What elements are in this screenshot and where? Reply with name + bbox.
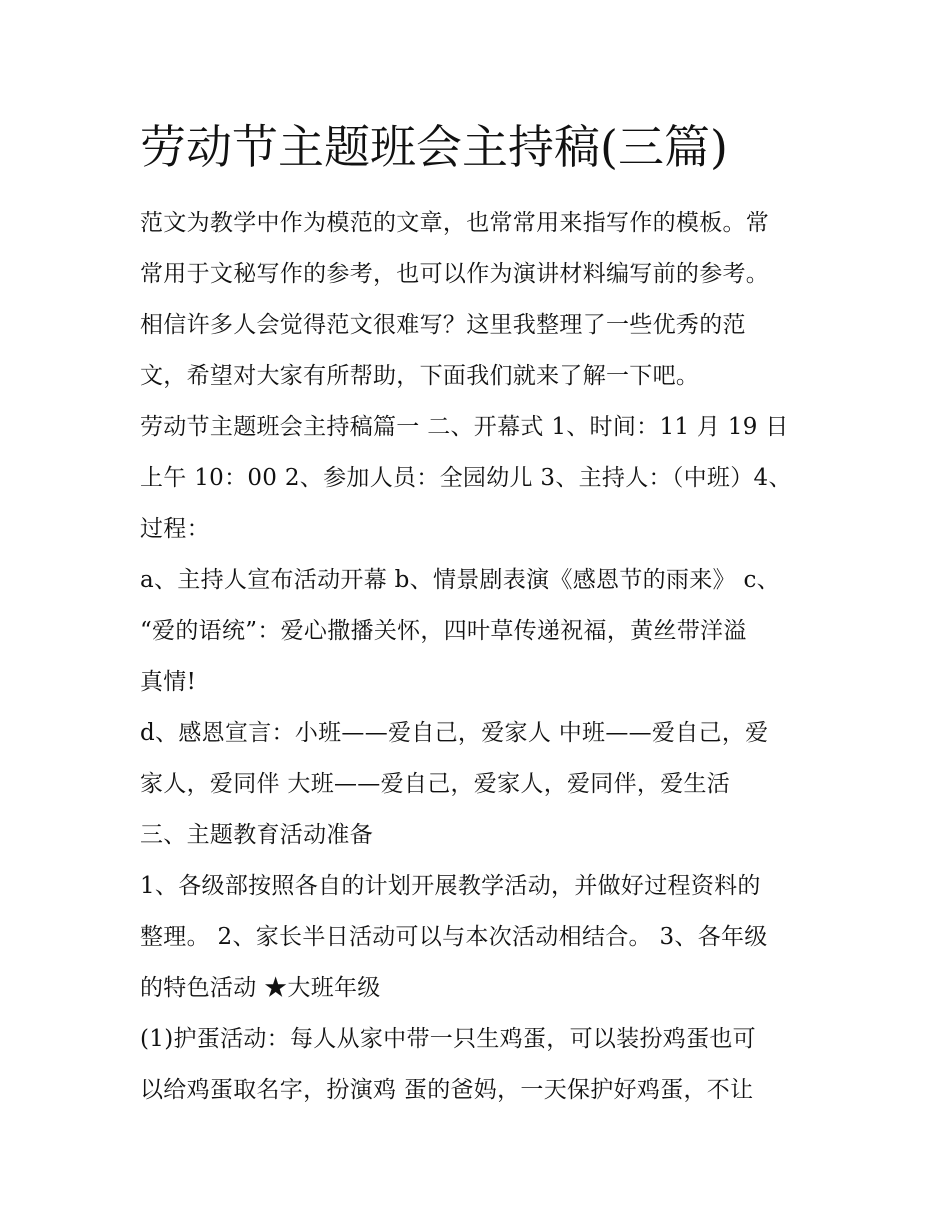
text-line: 真情! bbox=[140, 669, 197, 695]
text-line: 范文为教学中作为模范的文章，也常常用来指写作的模板。常 bbox=[140, 210, 770, 236]
text-line: (1)护蛋活动：每人从家中带一只生鸡蛋，可以装扮鸡蛋也可 bbox=[140, 1026, 756, 1052]
document-title: 劳动节主题班会主持稿(三篇) bbox=[140, 120, 728, 174]
document-body bbox=[140, 200, 820, 1118]
text-line: 文，希望对大家有所帮助，下面我们就来了解一下吧。 bbox=[140, 363, 700, 389]
text-line: 三、主题教育活动准备 bbox=[140, 822, 373, 848]
text-line: 上午 10：00 2、参加人员：全园幼儿 3、主持人：（中班）4、 bbox=[140, 465, 792, 491]
text-line: d、感恩宣言：小班——爱自己，爱家人 中班——爱自己，爱 bbox=[140, 720, 769, 746]
text-line: a、主持人宣布活动开幕 b、情景剧表演《感恩节的雨来》 c、 bbox=[140, 567, 780, 593]
text-line: 家人，爱同伴 大班——爱自己，爱家人，爱同伴，爱生活 bbox=[140, 771, 731, 797]
text-line: 过程： bbox=[140, 516, 210, 542]
text-line: “爱的语统”：爱心撒播关怀，四叶草传递祝福，黄丝带洋溢 bbox=[140, 618, 747, 644]
text-line: 整理。 2、家长半日活动可以与本次活动相结合。 3、各年级 bbox=[140, 924, 768, 950]
text-line: 相信许多人会觉得范文很难写？这里我整理了一些优秀的范 bbox=[140, 312, 746, 338]
text-line: 劳动节主题班会主持稿篇一 二、开幕式 1、时间：11 月 19 日 bbox=[140, 414, 789, 440]
text-line: 以给鸡蛋取名字，扮演鸡 蛋的爸妈，一天保护好鸡蛋，不让 bbox=[140, 1077, 754, 1103]
text-line: 1、各级部按照各自的计划开展教学活动，并做好过程资料的 bbox=[140, 873, 761, 899]
text-line: 常用于文秘写作的参考，也可以作为演讲材料编写前的参考。 bbox=[140, 261, 770, 287]
text-line: 的特色活动 ★大班年级 bbox=[140, 975, 381, 1001]
